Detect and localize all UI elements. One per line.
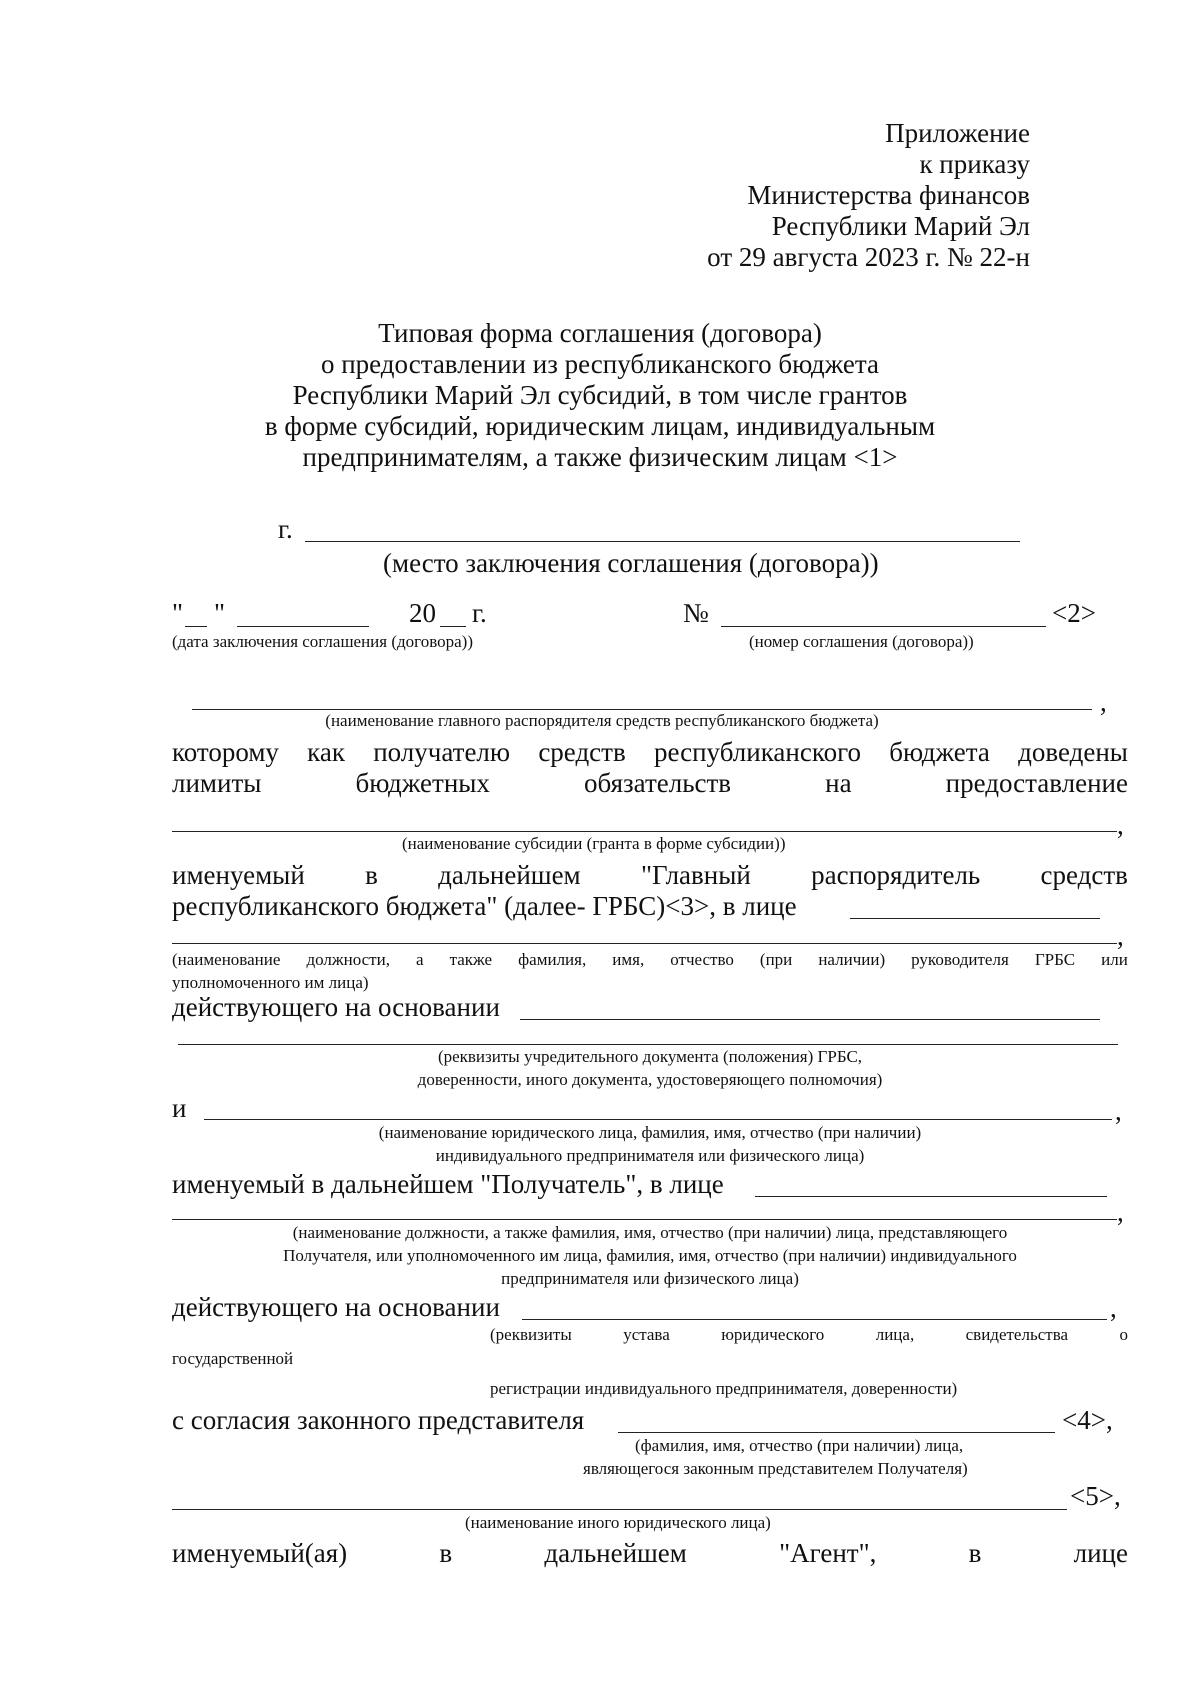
word: как <box>307 737 345 767</box>
agreement-number-field[interactable] <box>721 626 1046 627</box>
word: которому <box>172 737 279 767</box>
legal-rep-caption-2: являющегося законным представителем Получателя) <box>583 1459 968 1478</box>
head-trailing-comma: , <box>1117 921 1124 951</box>
word: в <box>365 860 378 890</box>
recipient-label: именуемый в дальнейшем "Получатель", в лице <box>172 1169 724 1199</box>
caption-word: о <box>1119 1325 1128 1344</box>
date-year-prefix: 20 <box>409 598 436 628</box>
caption-word: фамилия, <box>518 950 587 969</box>
basis-recipient-caption-3: регистрации индивидуального предпринимателя, доверенности) <box>490 1379 958 1398</box>
agent-line <box>172 1538 1128 1569</box>
caption-word: отчество <box>670 950 734 969</box>
other-entity-field[interactable] <box>172 1509 1067 1510</box>
subsidy-name-field[interactable] <box>172 831 1117 832</box>
caption-word: устава <box>623 1325 670 1344</box>
caption-word: или <box>1101 950 1128 969</box>
word: дальнейшем <box>438 860 581 890</box>
paragraph-line <box>172 860 1128 891</box>
subsidy-trailing-comma: , <box>1117 810 1124 840</box>
recipient-name-field[interactable] <box>204 1119 1112 1120</box>
title-line: предпринимателям, а также физическим лицам <1> <box>302 442 898 472</box>
legal-rep-field[interactable] <box>618 1432 1055 1433</box>
word: лице <box>1073 1538 1128 1568</box>
recipient-person-field-a[interactable] <box>755 1196 1107 1197</box>
paragraph-line: республиканского бюджета" (далее- ГРБС)<3>, в лице <box>172 891 797 921</box>
and-prefix: и <box>172 1093 187 1123</box>
date-month-field[interactable] <box>237 626 369 627</box>
basis-recipient-field[interactable] <box>522 1319 1107 1320</box>
date-caption: (дата заключения соглашения (договора)) <box>172 632 473 651</box>
word: предоставление <box>945 768 1128 798</box>
header-line: Министерства финансов <box>747 180 1030 210</box>
title-line: Республики Марий Эл субсидий, в том числе грантов <box>292 380 908 410</box>
caption-word: также <box>449 950 493 969</box>
caption-word: руководителя <box>911 950 1009 969</box>
caption-word: лица, <box>875 1325 915 1344</box>
caption-word: должности, <box>306 950 390 969</box>
caption-word: (наименование <box>172 950 281 969</box>
head-caption <box>172 950 1128 970</box>
caption-word: (при <box>759 950 793 969</box>
word: средств <box>538 737 626 767</box>
date-day-field[interactable] <box>185 626 207 627</box>
grbs-name-field[interactable] <box>192 709 1092 710</box>
caption-word: (реквизиты <box>490 1325 572 1344</box>
word: в <box>968 1538 982 1568</box>
title-line: в форме субсидий, юридическим лицам, индивидуальным <box>264 411 936 441</box>
word: средств <box>1040 860 1128 890</box>
word: на <box>825 768 852 798</box>
head-person-field-a[interactable] <box>850 918 1100 919</box>
word: бюджетных <box>355 768 490 798</box>
word: в <box>439 1538 453 1568</box>
basis-grbs-field-a[interactable] <box>520 1019 1100 1020</box>
number-caption: (номер соглашения (договора)) <box>749 632 974 651</box>
date-year-field[interactable] <box>440 626 466 627</box>
recipient-caption-1: (наименование должности, а также фамилия, имя, отчество (при наличии) лица, представляющего <box>292 1223 1008 1242</box>
basis-grbs-label: действующего на основании <box>172 992 500 1022</box>
paragraph-line <box>172 768 1128 799</box>
recipient-person-field-b[interactable] <box>172 1219 1117 1220</box>
recipient-trailing-comma: , <box>1117 1197 1124 1227</box>
other-entity-caption: (наименование иного юридического лица) <box>465 1513 771 1532</box>
place-caption: (место заключения соглашения (договора)) <box>383 548 879 578</box>
recipient-caption-2: Получателя, или уполномоченного им лица, фамилия, имя, отчество (при наличии) индивидуального <box>283 1246 1017 1265</box>
basis-recipient-caption-2: государственной <box>172 1349 294 1368</box>
header-line: Приложение <box>885 118 1030 148</box>
caption-word: ГРБС <box>1034 950 1076 969</box>
word: лимиты <box>172 768 262 798</box>
head-caption-line2: уполномоченного им лица) <box>172 973 369 992</box>
recipient-caption-3: предпринимателя или физического лица) <box>501 1269 799 1288</box>
word: республиканского <box>653 737 861 767</box>
basis-recipient-label: действующего на основании <box>172 1292 500 1322</box>
word: обязательств <box>584 768 732 798</box>
word: именуемый(ая) <box>172 1538 348 1568</box>
basis-grbs-field-b[interactable] <box>178 1044 1118 1045</box>
caption-word: имя, <box>612 950 645 969</box>
place-field[interactable] <box>305 541 1020 542</box>
header-line: Республики Марий Эл <box>771 211 1030 241</box>
basis-recipient-caption-1 <box>490 1325 1128 1345</box>
title-line: Типовая форма соглашения (договора) <box>378 318 822 348</box>
place-prefix: г. <box>278 514 293 544</box>
footnote-2: <2> <box>1052 598 1096 628</box>
date-year-suffix: г. <box>472 598 487 628</box>
word: "Агент", <box>779 1538 877 1568</box>
approval-header <box>707 118 1030 273</box>
word: "Главный <box>640 860 751 890</box>
basis-grbs-caption-2: доверенности, иного документа, удостоверяющего полномочия) <box>417 1070 883 1089</box>
word: распорядитель <box>811 860 981 890</box>
basis-recipient-comma: , <box>1110 1293 1117 1323</box>
basis-grbs-caption-1: (реквизиты учредительного документа (положения) ГРБС, <box>437 1047 863 1066</box>
header-line: к приказу <box>919 149 1030 179</box>
word: дальнейшем <box>544 1538 687 1568</box>
caption-word: юридического <box>721 1325 825 1344</box>
legal-rep-label: с согласия законного представителя <box>172 1405 585 1435</box>
number-sign: № <box>683 598 709 628</box>
date-open-quote: " <box>172 598 184 628</box>
paragraph-line <box>172 737 1128 768</box>
header-line: от 29 августа 2023 г. № 22-н <box>707 242 1030 272</box>
head-person-field-b[interactable] <box>172 943 1117 944</box>
and-caption-1: (наименование юридического лица, фамилия, имя, отчество (при наличии) <box>378 1123 922 1142</box>
grbs-trailing-comma: , <box>1100 687 1107 717</box>
word: получателю <box>373 737 511 767</box>
caption-word: свидетельства <box>965 1325 1069 1344</box>
word: бюджета <box>889 737 990 767</box>
word: именуемый <box>172 860 305 890</box>
caption-word: а <box>416 950 424 969</box>
and-caption-2: индивидуального предпринимателя или физического лица) <box>435 1146 865 1165</box>
footnote-5: <5>, <box>1070 1481 1121 1511</box>
legal-rep-caption-1: (фамилия, имя, отчество (при наличии) лица, <box>635 1436 964 1455</box>
title-line: о предоставлении из республиканского бюджета <box>320 349 880 379</box>
subsidy-caption: (наименование субсидии (гранта в форме субсидии)) <box>402 834 786 853</box>
grbs-caption: (наименование главного распорядителя средств республиканского бюджета) <box>325 711 879 730</box>
document-title <box>215 318 985 473</box>
date-close-quote: " <box>214 598 226 628</box>
footnote-4: <4>, <box>1062 1405 1113 1435</box>
word: доведены <box>1018 737 1128 767</box>
caption-word: наличии) <box>818 950 886 969</box>
and-trailing-comma: , <box>1115 1096 1122 1126</box>
